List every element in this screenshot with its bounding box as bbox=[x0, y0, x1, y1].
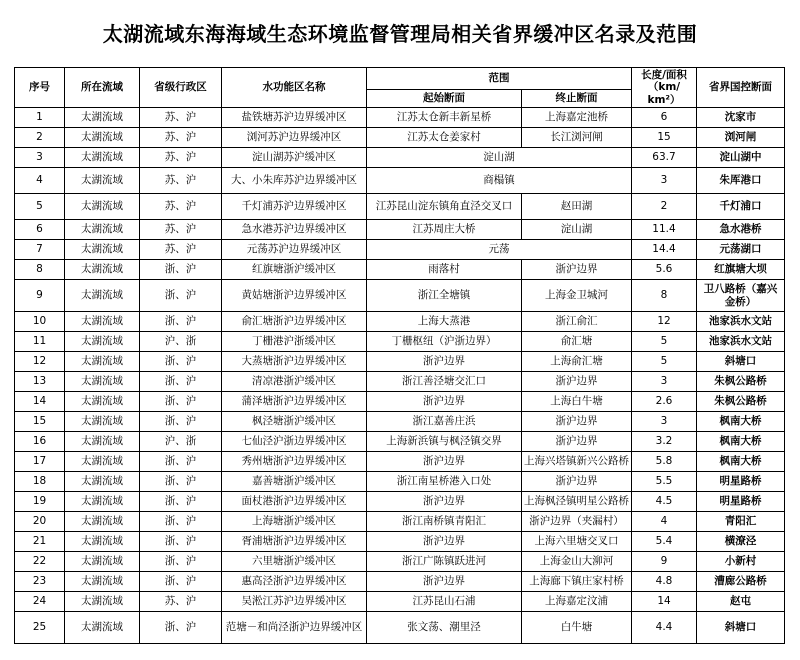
row-start-section: 浙江全塘镇 bbox=[367, 280, 522, 312]
row-length: 9 bbox=[632, 552, 697, 572]
row-seq: 23 bbox=[15, 572, 65, 592]
table-row bbox=[15, 552, 785, 572]
row-zone-name: 浏河苏沪边界缓冲区 bbox=[222, 128, 367, 148]
header-basin: 所在流域 bbox=[65, 68, 140, 108]
row-end-section: 浙沪边界 bbox=[522, 260, 632, 280]
row-start-section: 浙沪边界 bbox=[367, 572, 522, 592]
row-province: 浙、沪 bbox=[140, 552, 222, 572]
header-control: 省界国控断面 bbox=[697, 68, 785, 108]
row-basin: 太湖流域 bbox=[65, 280, 140, 312]
row-basin: 太湖流域 bbox=[65, 532, 140, 552]
row-start-section: 江苏太仓姜家村 bbox=[367, 128, 522, 148]
row-control-section: 卫八路桥（嘉兴金桥） bbox=[697, 280, 785, 312]
row-control-section: 浏河闸 bbox=[697, 128, 785, 148]
row-basin: 太湖流域 bbox=[65, 168, 140, 194]
row-length: 5.8 bbox=[632, 452, 697, 472]
row-province: 苏、沪 bbox=[140, 592, 222, 612]
row-length: 4.5 bbox=[632, 492, 697, 512]
row-basin: 太湖流域 bbox=[65, 332, 140, 352]
row-length: 2 bbox=[632, 194, 697, 220]
row-length: 3.2 bbox=[632, 432, 697, 452]
row-control-section: 枫南大桥 bbox=[697, 432, 785, 452]
row-seq: 1 bbox=[15, 108, 65, 128]
row-end-section: 上海廊下镇庄家村桥 bbox=[522, 572, 632, 592]
row-control-section: 赵屯 bbox=[697, 592, 785, 612]
row-basin: 太湖流域 bbox=[65, 260, 140, 280]
row-zone-name: 上海塘浙沪缓冲区 bbox=[222, 512, 367, 532]
row-end-section: 俞汇塘 bbox=[522, 332, 632, 352]
row-end-section: 上海嘉定池桥 bbox=[522, 108, 632, 128]
row-start-section: 江苏昆山石浦 bbox=[367, 592, 522, 612]
row-length: 5.5 bbox=[632, 472, 697, 492]
row-start-section: 张文荡、潮里泾 bbox=[367, 612, 522, 644]
table-row bbox=[15, 194, 785, 220]
row-basin: 太湖流域 bbox=[65, 512, 140, 532]
row-zone-name: 元荡苏沪边界缓冲区 bbox=[222, 240, 367, 260]
row-start-section: 江苏昆山淀东镇角直泾交叉口 bbox=[367, 194, 522, 220]
table-row bbox=[15, 332, 785, 352]
row-basin: 太湖流域 bbox=[65, 312, 140, 332]
row-zone-name: 七仙泾沪浙边界缓冲区 bbox=[222, 432, 367, 452]
row-seq: 11 bbox=[15, 332, 65, 352]
row-length: 14.4 bbox=[632, 240, 697, 260]
row-basin: 太湖流域 bbox=[65, 492, 140, 512]
row-province: 浙、沪 bbox=[140, 392, 222, 412]
row-seq: 20 bbox=[15, 512, 65, 532]
row-zone-name: 淀山湖苏沪缓冲区 bbox=[222, 148, 367, 168]
row-length: 3 bbox=[632, 372, 697, 392]
row-end-section: 上海嘉定汶浦 bbox=[522, 592, 632, 612]
row-basin: 太湖流域 bbox=[65, 392, 140, 412]
table-row bbox=[15, 472, 785, 492]
row-end-section: 浙沪边界 bbox=[522, 372, 632, 392]
page-title: 太湖流域东海海域生态环境监督管理局相关省界缓冲区名录及范围 bbox=[102, 22, 698, 46]
row-end-section: 白牛塘 bbox=[522, 612, 632, 644]
row-seq: 10 bbox=[15, 312, 65, 332]
row-province: 浙、沪 bbox=[140, 532, 222, 552]
row-end-section: 上海金山大泖河 bbox=[522, 552, 632, 572]
row-zone-name: 秀州塘浙沪边界缓冲区 bbox=[222, 452, 367, 472]
table-row bbox=[15, 432, 785, 452]
row-start-section: 浙沪边界 bbox=[367, 452, 522, 472]
row-length: 4.4 bbox=[632, 612, 697, 644]
table-row bbox=[15, 148, 785, 168]
table-row bbox=[15, 612, 785, 644]
row-end-section: 上海俞汇塘 bbox=[522, 352, 632, 372]
row-basin: 太湖流域 bbox=[65, 240, 140, 260]
row-basin: 太湖流域 bbox=[65, 220, 140, 240]
header-range: 范围 bbox=[367, 68, 632, 90]
row-zone-name: 急水港苏沪边界缓冲区 bbox=[222, 220, 367, 240]
row-seq: 25 bbox=[15, 612, 65, 644]
row-province: 浙、沪 bbox=[140, 492, 222, 512]
row-seq: 17 bbox=[15, 452, 65, 472]
table-row bbox=[15, 168, 785, 194]
row-seq: 24 bbox=[15, 592, 65, 612]
row-seq: 2 bbox=[15, 128, 65, 148]
row-basin: 太湖流域 bbox=[65, 552, 140, 572]
row-zone-name: 红旗塘浙沪缓冲区 bbox=[222, 260, 367, 280]
row-start-section: 浙江南桥镇青阳汇 bbox=[367, 512, 522, 532]
row-range: 淀山湖 bbox=[367, 148, 632, 168]
table-row bbox=[15, 492, 785, 512]
row-length: 14 bbox=[632, 592, 697, 612]
table-body bbox=[15, 108, 785, 644]
table-row bbox=[15, 532, 785, 552]
row-province: 沪、浙 bbox=[140, 332, 222, 352]
row-province: 苏、沪 bbox=[140, 240, 222, 260]
buffer-zone-table bbox=[14, 67, 785, 644]
row-range: 商榻镇 bbox=[367, 168, 632, 194]
row-control-section: 横潦泾 bbox=[697, 532, 785, 552]
header-zone: 水功能区名称 bbox=[222, 68, 367, 108]
row-control-section: 淀山湖中 bbox=[697, 148, 785, 168]
row-province: 苏、沪 bbox=[140, 108, 222, 128]
row-zone-name: 范塘－和尚泾浙沪边界缓冲区 bbox=[222, 612, 367, 644]
table-row bbox=[15, 280, 785, 312]
row-zone-name: 面杖港浙沪边界缓冲区 bbox=[222, 492, 367, 512]
row-zone-name: 胥浦塘浙沪边界缓冲区 bbox=[222, 532, 367, 552]
row-zone-name: 俞汇塘浙沪边界缓冲区 bbox=[222, 312, 367, 332]
row-zone-name: 大蒸塘浙沪边界缓冲区 bbox=[222, 352, 367, 372]
row-province: 苏、沪 bbox=[140, 128, 222, 148]
row-province: 苏、沪 bbox=[140, 220, 222, 240]
table-row bbox=[15, 592, 785, 612]
row-length: 5.6 bbox=[632, 260, 697, 280]
row-basin: 太湖流域 bbox=[65, 108, 140, 128]
row-end-section: 浙沪边界 bbox=[522, 432, 632, 452]
row-control-section: 青阳汇 bbox=[697, 512, 785, 532]
row-start-section: 浙江嘉善庄浜 bbox=[367, 412, 522, 432]
row-seq: 15 bbox=[15, 412, 65, 432]
row-control-section: 斜塘口 bbox=[697, 612, 785, 644]
row-seq: 14 bbox=[15, 392, 65, 412]
row-province: 苏、沪 bbox=[140, 168, 222, 194]
row-zone-name: 大、小朱库苏沪边界缓冲区 bbox=[222, 168, 367, 194]
row-basin: 太湖流域 bbox=[65, 352, 140, 372]
row-control-section: 池家浜水文站 bbox=[697, 312, 785, 332]
row-end-section: 上海白牛塘 bbox=[522, 392, 632, 412]
row-seq: 9 bbox=[15, 280, 65, 312]
row-control-section: 明星路桥 bbox=[697, 472, 785, 492]
table-row bbox=[15, 372, 785, 392]
row-length: 5.4 bbox=[632, 532, 697, 552]
row-province: 浙、沪 bbox=[140, 312, 222, 332]
row-province: 浙、沪 bbox=[140, 512, 222, 532]
row-control-section: 朱枫公路桥 bbox=[697, 372, 785, 392]
row-province: 苏、沪 bbox=[140, 194, 222, 220]
row-control-section: 元荡湖口 bbox=[697, 240, 785, 260]
row-province: 浙、沪 bbox=[140, 280, 222, 312]
table-row bbox=[15, 128, 785, 148]
row-province: 浙、沪 bbox=[140, 572, 222, 592]
row-zone-name: 丁栅港沪浙缓冲区 bbox=[222, 332, 367, 352]
row-zone-name: 蒲泽塘浙沪边界缓冲区 bbox=[222, 392, 367, 412]
row-basin: 太湖流域 bbox=[65, 128, 140, 148]
row-end-section: 浙沪边界 bbox=[522, 412, 632, 432]
row-length: 63.7 bbox=[632, 148, 697, 168]
header-seq: 序号 bbox=[15, 68, 65, 108]
row-basin: 太湖流域 bbox=[65, 612, 140, 644]
row-start-section: 浙沪边界 bbox=[367, 492, 522, 512]
row-zone-name: 嘉善塘浙沪缓冲区 bbox=[222, 472, 367, 492]
header-length: 长度/面积（km/ km²） bbox=[632, 68, 697, 108]
row-start-section: 浙江善泾塘交汇口 bbox=[367, 372, 522, 392]
row-end-section: 浙沪边界 bbox=[522, 472, 632, 492]
row-length: 4 bbox=[632, 512, 697, 532]
row-basin: 太湖流域 bbox=[65, 372, 140, 392]
row-province: 浙、沪 bbox=[140, 352, 222, 372]
row-seq: 7 bbox=[15, 240, 65, 260]
table-row bbox=[15, 512, 785, 532]
row-province: 沪、浙 bbox=[140, 432, 222, 452]
row-zone-name: 清凉港浙沪缓冲区 bbox=[222, 372, 367, 392]
row-zone-name: 惠高泾浙沪边界缓冲区 bbox=[222, 572, 367, 592]
row-seq: 13 bbox=[15, 372, 65, 392]
header-start: 起始断面 bbox=[367, 90, 522, 108]
row-zone-name: 枫泾塘浙沪缓冲区 bbox=[222, 412, 367, 432]
row-province: 浙、沪 bbox=[140, 452, 222, 472]
row-province: 浙、沪 bbox=[140, 612, 222, 644]
row-basin: 太湖流域 bbox=[65, 432, 140, 452]
table-row bbox=[15, 352, 785, 372]
row-control-section: 朱枫公路桥 bbox=[697, 392, 785, 412]
row-province: 浙、沪 bbox=[140, 260, 222, 280]
table-row bbox=[15, 220, 785, 240]
row-basin: 太湖流域 bbox=[65, 412, 140, 432]
row-start-section: 上海大蒸港 bbox=[367, 312, 522, 332]
row-province: 浙、沪 bbox=[140, 372, 222, 392]
row-seq: 12 bbox=[15, 352, 65, 372]
header-end: 终止断面 bbox=[522, 90, 632, 108]
row-end-section: 浙沪边界（夹漏村） bbox=[522, 512, 632, 532]
row-start-section: 雨落村 bbox=[367, 260, 522, 280]
row-zone-name: 千灯浦苏沪边界缓冲区 bbox=[222, 194, 367, 220]
row-seq: 4 bbox=[15, 168, 65, 194]
row-zone-name: 盐铁塘苏沪边界缓冲区 bbox=[222, 108, 367, 128]
row-seq: 19 bbox=[15, 492, 65, 512]
row-basin: 太湖流域 bbox=[65, 194, 140, 220]
row-length: 6 bbox=[632, 108, 697, 128]
row-basin: 太湖流域 bbox=[65, 452, 140, 472]
row-seq: 16 bbox=[15, 432, 65, 452]
row-zone-name: 黄姑塘浙沪边界缓冲区 bbox=[222, 280, 367, 312]
row-length: 5 bbox=[632, 352, 697, 372]
table-row bbox=[15, 452, 785, 472]
row-start-section: 浙江广陈镇跃进河 bbox=[367, 552, 522, 572]
row-end-section: 上海兴塔镇新兴公路桥 bbox=[522, 452, 632, 472]
row-length: 3 bbox=[632, 412, 697, 432]
table-row bbox=[15, 312, 785, 332]
row-zone-name: 六里塘浙沪缓冲区 bbox=[222, 552, 367, 572]
row-start-section: 浙沪边界 bbox=[367, 532, 522, 552]
row-control-section: 小新村 bbox=[697, 552, 785, 572]
row-end-section: 长江浏河闸 bbox=[522, 128, 632, 148]
row-length: 3 bbox=[632, 168, 697, 194]
table-row bbox=[15, 108, 785, 128]
row-length: 8 bbox=[632, 280, 697, 312]
row-end-section: 浙江俞汇 bbox=[522, 312, 632, 332]
row-start-section: 浙沪边界 bbox=[367, 392, 522, 412]
row-control-section: 池家浜水文站 bbox=[697, 332, 785, 352]
row-start-section: 丁栅枢纽（沪浙边界） bbox=[367, 332, 522, 352]
row-basin: 太湖流域 bbox=[65, 572, 140, 592]
row-seq: 6 bbox=[15, 220, 65, 240]
row-province: 浙、沪 bbox=[140, 412, 222, 432]
row-start-section: 江苏周庄大桥 bbox=[367, 220, 522, 240]
row-length: 2.6 bbox=[632, 392, 697, 412]
table-row bbox=[15, 392, 785, 412]
table-row bbox=[15, 572, 785, 592]
row-end-section: 赵田湖 bbox=[522, 194, 632, 220]
row-seq: 21 bbox=[15, 532, 65, 552]
row-basin: 太湖流域 bbox=[65, 148, 140, 168]
row-province: 苏、沪 bbox=[140, 148, 222, 168]
row-length: 4.8 bbox=[632, 572, 697, 592]
row-control-section: 枫南大桥 bbox=[697, 452, 785, 472]
row-length: 11.4 bbox=[632, 220, 697, 240]
row-zone-name: 吴淞江苏沪边界缓冲区 bbox=[222, 592, 367, 612]
row-range: 元荡 bbox=[367, 240, 632, 260]
row-basin: 太湖流域 bbox=[65, 472, 140, 492]
row-end-section: 上海金卫城河 bbox=[522, 280, 632, 312]
row-start-section: 浙沪边界 bbox=[367, 352, 522, 372]
row-control-section: 漕廊公路桥 bbox=[697, 572, 785, 592]
row-control-section: 枫南大桥 bbox=[697, 412, 785, 432]
row-control-section: 斜塘口 bbox=[697, 352, 785, 372]
row-end-section: 上海六里塘交叉口 bbox=[522, 532, 632, 552]
row-length: 5 bbox=[632, 332, 697, 352]
table-row bbox=[15, 240, 785, 260]
row-length: 15 bbox=[632, 128, 697, 148]
row-seq: 8 bbox=[15, 260, 65, 280]
row-control-section: 千灯浦口 bbox=[697, 194, 785, 220]
table-row bbox=[15, 260, 785, 280]
row-seq: 22 bbox=[15, 552, 65, 572]
row-basin: 太湖流域 bbox=[65, 592, 140, 612]
row-control-section: 朱厍港口 bbox=[697, 168, 785, 194]
row-province: 浙、沪 bbox=[140, 472, 222, 492]
row-seq: 3 bbox=[15, 148, 65, 168]
row-start-section: 上海新浜镇与枫泾镇交界 bbox=[367, 432, 522, 452]
row-control-section: 红旗塘大坝 bbox=[697, 260, 785, 280]
row-control-section: 明星路桥 bbox=[697, 492, 785, 512]
row-seq: 5 bbox=[15, 194, 65, 220]
header-province: 省级行政区 bbox=[140, 68, 222, 108]
row-length: 12 bbox=[632, 312, 697, 332]
row-end-section: 淀山湖 bbox=[522, 220, 632, 240]
row-seq: 18 bbox=[15, 472, 65, 492]
row-control-section: 沈家市 bbox=[697, 108, 785, 128]
table-row bbox=[15, 412, 785, 432]
row-start-section: 江苏太仓新丰新星桥 bbox=[367, 108, 522, 128]
row-end-section: 上海枫泾镇明星公路桥 bbox=[522, 492, 632, 512]
row-start-section: 浙江南星桥港入口处 bbox=[367, 472, 522, 492]
row-control-section: 急水港桥 bbox=[697, 220, 785, 240]
